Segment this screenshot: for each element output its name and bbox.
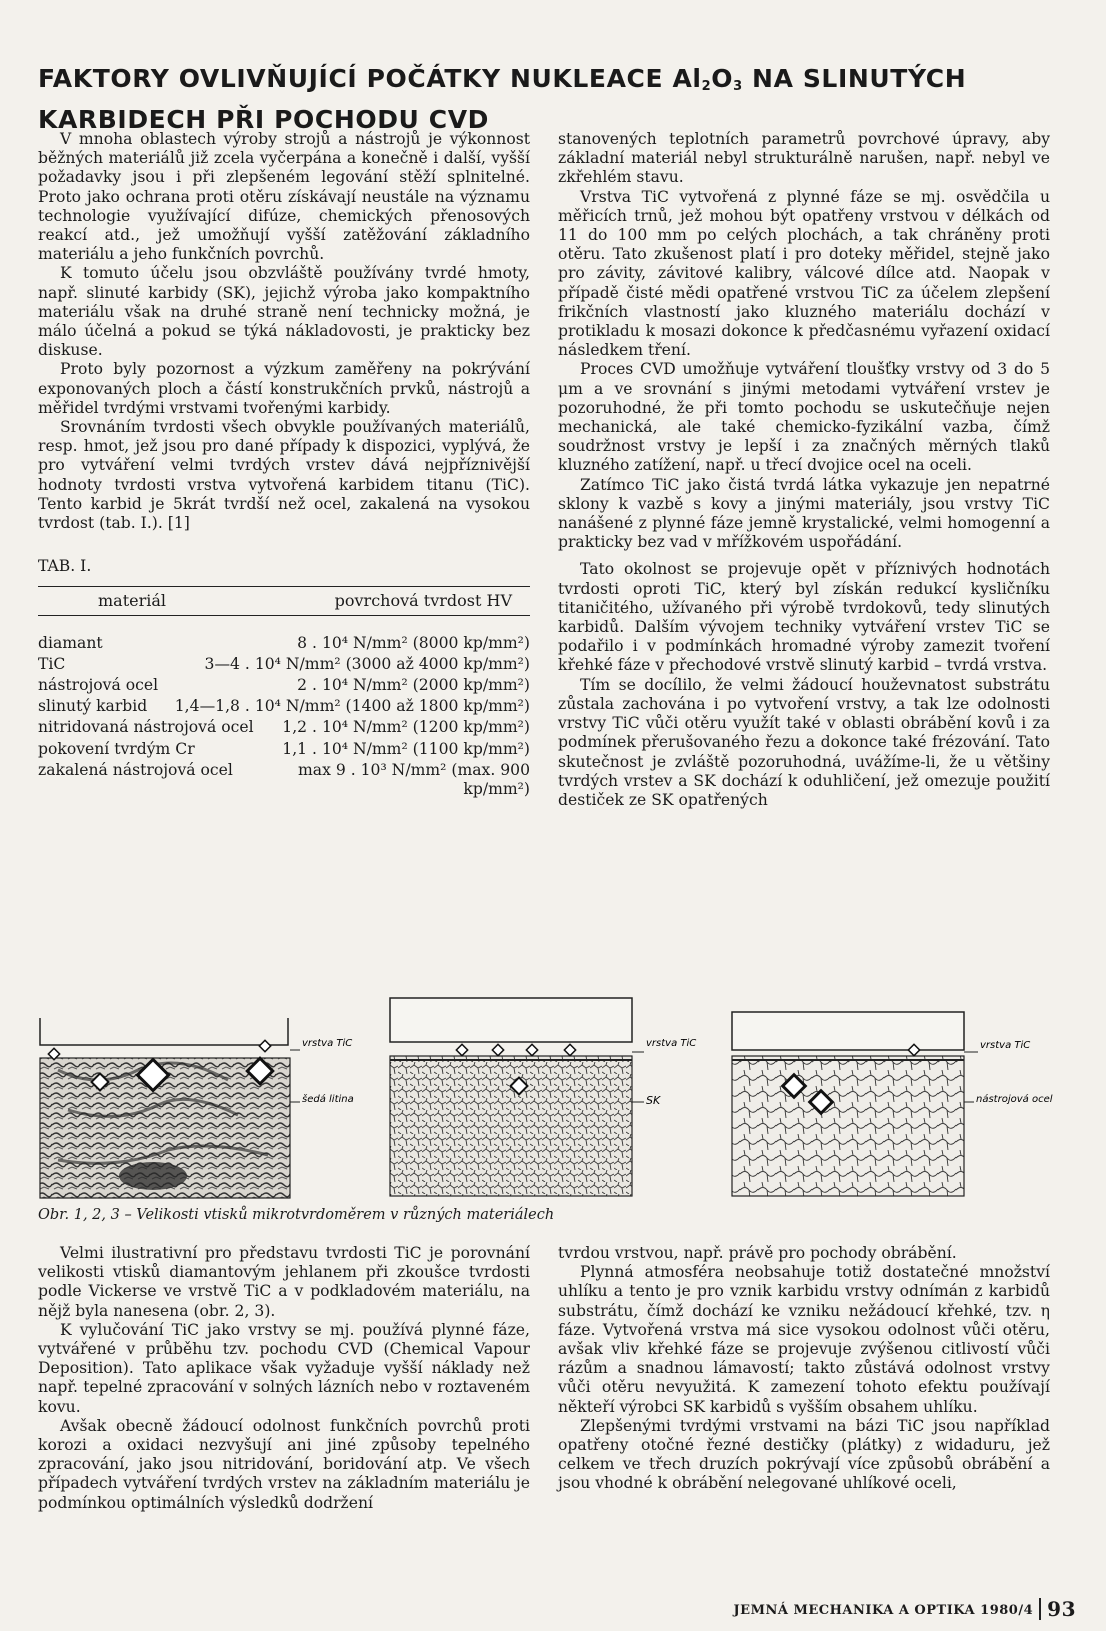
table-label: TAB. I. xyxy=(38,557,92,576)
paragraph: K vylučování TiC jako vrstvy se mj. používá plynné fáze, vytvářené v průběhu tzv. pochodu CVD (Chemical Vapour Deposition). Tato aplikace však vyžaduje vyšší náklady než např. tepelné zpracování v solných lázních nebo v roztaveném kovu. xyxy=(38,1320,530,1416)
fig3-label-base: nástrojová ocel xyxy=(976,1094,1053,1105)
figure-2 xyxy=(390,998,644,1196)
table-row xyxy=(38,718,530,737)
journal-name: JEMNÁ MECHANIKA A OPTIKA 1980/4 xyxy=(733,1603,1034,1618)
paragraph: V mnoha oblastech výroby strojů a nástrojů je výkonnost běžných materiálů již zcela vyčerpána a konečně i další, vyšší požadavky jsou i při zlepšeném legování stěží splnitelné. Proto jako ochrana proti otěru získávají neustále na významu technologie využívající difúze, chemických přenosových reakcí atd., jež umožňují vyšší zatěžování základního materiálu a jeho funkčních povrchů. xyxy=(38,130,530,264)
table-cell-material: nástrojová ocel xyxy=(38,676,159,695)
column-bottom-right xyxy=(558,1244,1050,1494)
paragraph: Velmi ilustrativní pro představu tvrdosti TiC je porovnání velikosti vtisků diamantovým jehlanem při zkoušce tvrdosti podle Vickerse ve vrstvě TiC a v podkladovém materiálu, na nějž byla nanesena (obr. 2, 3). xyxy=(38,1244,530,1320)
table-cell-material: slinutý karbid xyxy=(38,697,148,716)
paragraph: K tomuto účelu jsou obzvláště používány tvrdé hmoty, např. slinuté karbidy (SK), jejichž výroba jako kompaktního materiálu však na druhé straně není technicky možná, je málo účelná a pokud se týká nákladovosti, je prakticky bez diskuse. xyxy=(38,264,530,360)
table-row xyxy=(38,676,530,695)
article-title: FAKTORY OVLIVŇUJÍCÍ POČÁTKY NUKLEACE $Al_2O_3$ NA SLINUTÝCH KARBIDECH PŘI POCHODU CVD xyxy=(38,64,967,134)
table-cell-material: nitridovaná nástrojová ocel xyxy=(38,718,254,737)
footer-divider xyxy=(1039,1598,1041,1620)
page-number: 93 xyxy=(1047,1597,1076,1621)
paragraph: Tato okolnost se projevuje opět v příznivých hodnotách tvrdosti oproti TiC, který byl získán redukcí kysličníku titaničitého, užívaného při výrobě tvrdokovů, tedy slinutých karbidů. Dalším vývojem techniky vytváření vrstev TiC se podařilo i v podmínkách hromadné výroby zamezit tvoření křehké fáze v přechodové vrstvě slinutý karbid – tvrdá vrstva. xyxy=(558,560,1050,675)
table-row xyxy=(38,740,530,759)
table-cell-material: diamant xyxy=(38,633,103,652)
table-row xyxy=(38,761,530,799)
table-row xyxy=(38,655,530,674)
column-top-left xyxy=(38,130,530,799)
figure-1 xyxy=(40,1018,300,1198)
table-cell-hardness: 2 . 10⁴ N/mm² (2000 kp/mm²) xyxy=(297,676,530,695)
paragraph: tvrdou vrstvou, např. právě pro pochody obrábění. xyxy=(558,1244,957,1262)
table-cell-material: pokovení tvrdým Cr xyxy=(38,739,195,758)
table-cell-material: zakalená nástrojová ocel xyxy=(38,760,233,779)
table-row xyxy=(38,634,530,653)
figure-3 xyxy=(732,1012,978,1196)
paragraph: Tím se docílilo, že velmi žádoucí houževnatost substrátu zůstala zachována i po vytvoření vrstvy, a tak lze odolnosti vrstvy TiC vůči otěru využít také v oblasti obrábění kovů i za podmínek přerušovaného řezu a dokonce také frézování. Tato skutečnost je zvláště pozoruhodná, uvážíme-li, že u většiny tvrdých vrstev a SK dochází k oduhličení, jež omezuje použití destiček ze SK opatřených xyxy=(558,675,1050,809)
column-bottom-left xyxy=(38,1244,530,1513)
fig2-label-layer: vrstva TiC xyxy=(646,1038,697,1049)
micrograph-svg xyxy=(38,990,1068,1215)
paragraph: Zatímco TiC jako čistá tvrdá látka vykazuje jen nepatrné sklony k vazbě s kovy a jinými materiály, jsou vrstvy TiC nanášené z plynné fáze jemně krystalické, velmi homogenní a prakticky bez vad v mřížkovém uspořádání. xyxy=(558,475,1050,552)
paragraph: Proto byly pozornost a výzkum zaměřeny na pokrývání exponovaných ploch a částí konstrukčních prvků, nástrojů a měřidel tvrdými vrstvami tvořenými karbidy. xyxy=(38,360,530,417)
fig2-label-base: SK xyxy=(646,1094,661,1107)
table-cell-hardness: 1,1 . 10⁴ N/mm² (1100 kp/mm²) xyxy=(282,739,530,758)
paragraph: Avšak obecně žádoucí odolnost funkčních povrchů proti korozi a oxidaci nezvyšují ani jiné způsoby tepelného zpracování, jako jsou nitridování, boridování atp. Ve všech případech vytváření tvrdých vrstev na základním materiálu je podmínkou optimálních výsledků dodržení xyxy=(38,1416,530,1512)
table-header-hardness: povrchová tvrdost HV xyxy=(334,591,512,611)
hardness-table xyxy=(38,586,530,799)
table-cell-hardness: 1,2 . 10⁴ N/mm² (1200 kp/mm²) xyxy=(282,718,530,737)
paragraph: Proces CVD umožňuje vytváření tloušťky vrstvy od 3 do 5 μm a ve srovnání s jinými metodami vytváření vrstev je pozoruhodné, že při tomto pochodu se uskutečňuje nejen mechanická, ale také chemicko-fyzikální vazba, čímž soudržnost vrstvy je lepší i za značných měrných tlaků kluzného zatížení, např. u třecí dvojice ocel na oceli. xyxy=(558,360,1050,475)
paragraph: Zlepšenými tvrdými vrstvami na bázi TiC jsou například opatřeny otočné řezné destičky (plátky) z widaduru, jež celkem ve třech druzích pokrývají více způsobů obrábění a jsou vhodné k obrábění nelegované uhlíkové oceli, xyxy=(558,1416,1050,1493)
column-top-right xyxy=(558,130,1050,810)
table-cell-hardness: 3—4 . 10⁴ N/mm² (3000 až 4000 kp/mm²) xyxy=(204,654,530,673)
fig1-label-base: šedá litina xyxy=(302,1094,354,1105)
table-body xyxy=(38,634,530,800)
paragraph: Vrstva TiC vytvořená z plynné fáze se mj. osvědčila u měřicích trnů, jež mohou být opatřeny vrstvou v délkách od 11 do 100 mm po celých plochách, a tak chráněny proti otěru. Tato zkušenost platí i pro doteky měřidel, stejně jako pro závity, závitové kalibry, válcové dílce atd. Naopak v případě čisté mědi opatřené vrstvou TiC za účelem zlepšení frikčních vlastností jako kluzného materiálu dochází v protikladu k mosazi dokonce k předčasnému vyřazení oxidací následkem tření. xyxy=(558,187,1050,360)
table-cell-material: TiC xyxy=(38,654,66,673)
figure-caption: Obr. 1, 2, 3 – Velikosti vtisků mikrotvrdoměrem v různých materiálech xyxy=(38,1207,555,1223)
paragraph: Srovnáním tvrdosti všech obvykle používaných materiálů, resp. hmot, jež jsou pro dané případy k dispozici, vyplývá, že pro vytváření velmi tvrdých vrstev dává nejpříznivější hodnoty tvrdosti vrstva vytvořená karbidem titanu (TiC). Tento karbid je 5krát tvrdší než ocel, zakalená na vysokou tvrdost (tab. I.). [1] xyxy=(38,418,530,533)
table-cell-hardness: 8 . 10⁴ N/mm² (8000 kp/mm²) xyxy=(297,633,530,652)
fig3-label-layer: vrstva TiC xyxy=(980,1040,1031,1051)
table-rule-mid xyxy=(38,615,530,616)
fig1-label-layer: vrstva TiC xyxy=(302,1038,353,1049)
table-cell-hardness: 1,4—1,8 . 10⁴ N/mm² (1400 až 1800 kp/mm²) xyxy=(174,697,530,716)
micrograph-figures xyxy=(38,990,1068,1215)
paragraph: Plynná atmosféra neobsahuje totiž dostatečné množství uhlíku a tento je pro vznik karbidu vrstvy odnímán z karbidů substrátu, čímž dochází ke vzniku nežádoucí křehké, tzv. η fáze. Vytvořená vrstva má sice vysokou odolnost vůči otěru, avšak vliv křehké fáze se projevuje zvýšenou citlivostí vůči rázům a snadnou lámavostí; takto zůstává odolnost vrstvy vůči otěru nevyužitá. K zamezení tohoto efektu používají někteří výrobci SK karbidů s vyšším obsahem uhlíku. xyxy=(558,1263,1050,1416)
table-cell-hardness: max 9 . 10³ N/mm² (max. 900 kp/mm²) xyxy=(298,760,530,799)
paragraph: stanovených teplotních parametrů povrchové úpravy, aby základní materiál nebyl strukturálně narušen, např. nebyl ve zkřehlém stavu. xyxy=(558,130,1050,187)
page-footer xyxy=(734,1597,1076,1621)
table-row xyxy=(38,697,530,716)
table-header xyxy=(38,587,530,614)
table-header-material: materiál xyxy=(98,591,167,611)
